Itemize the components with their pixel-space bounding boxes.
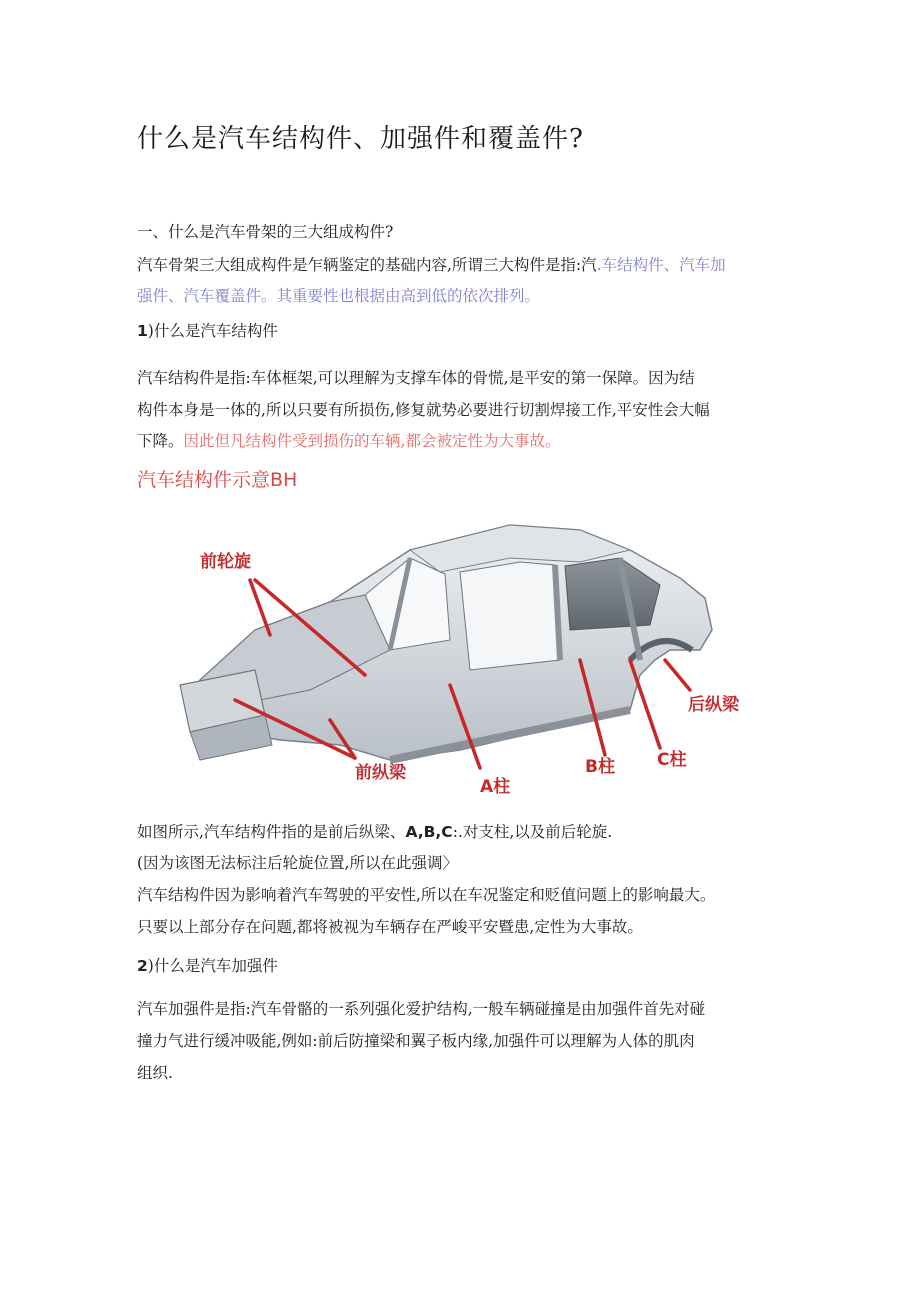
label-front-rail: 前纵梁: [355, 763, 406, 783]
sub2-para1-line2: 撞力气进行缓冲吸能,例如:前后防撞梁和翼子板内缘,加强件可以理解为人体的肌肉: [137, 1032, 695, 1050]
para-highlight: 因此但凡结构件受到损伤的车辆,都会被定性为大事故。: [183, 432, 561, 450]
sub1-para2-line2: (因为该图无法标注后轮旋位置,所以在此强调〉: [137, 854, 458, 872]
sub2-heading-text: )什么是汽车加强件: [147, 957, 278, 975]
para-text: :.对支柱,以及前后轮旋.: [452, 823, 613, 841]
sub2-para1-line1: 汽车加强件是指:汽车骨骼的一系列强化爱护结构,一般车辆碰撞是由加强件首先对碰: [137, 1000, 706, 1018]
label-rear-rail: 后纵梁: [688, 695, 739, 715]
figure-caption: 汽车结构件示意BH: [137, 469, 298, 491]
sub1-para1-line3: [137, 431, 560, 451]
sub2-para1-line3: 组织.: [137, 1064, 173, 1082]
label-c-pillar: C柱: [657, 750, 687, 770]
rear-door-opening: [460, 562, 560, 670]
car-body-illustration: [160, 510, 780, 810]
sub1-number: 1: [137, 322, 148, 340]
intro-text: 汽车骨架三大组成构件是乍辆鉴定的基础内容,所谓三大构件是指:汽: [137, 256, 597, 274]
sub1-para1-line2: 构件本身是一体的,所以只要有所损伤,修复就势必要进行切割焊接工作,平安性会大幅: [137, 401, 710, 419]
intro-highlight: .车结构件、汽车加: [596, 256, 726, 274]
section1-intro-line1: [137, 255, 726, 275]
para-text: 如图所示,汽车结构件指的是前后纵梁、: [137, 823, 406, 841]
sub2-heading: [137, 956, 278, 976]
sub1-heading-text: )什么是汽车结构件: [147, 322, 278, 340]
sub1-para1-line1: 汽车结构件是指:车体框架,可以理解为支撑车体的骨慌,是平安的第一保障。因为结: [137, 369, 695, 387]
para-text: 下降。: [137, 432, 184, 450]
label-b-pillar: B柱: [585, 757, 615, 777]
section1-heading: 一、什么是汽车骨架的三大组成构件?: [137, 223, 394, 241]
pillar-letters: A,B,C: [405, 823, 453, 841]
sub1-para2-line3: 汽车结构件因为影响着汽车驾驶的平安性,所以在车况鉴定和贬值问题上的影响最大。: [137, 886, 716, 904]
sub1-heading: [137, 321, 278, 341]
sub2-number: 2: [137, 957, 148, 975]
sub1-para2-line1: [137, 822, 612, 842]
page-title: 什么是汽车结构件、加强件和覆盖件?: [137, 124, 584, 154]
label-front-wheel-arch: 前轮旋: [200, 552, 251, 572]
sub1-para2-line4: 只要以上部分存在问题,都将被视为车辆存在严峻平安暨患,定性为大事故。: [137, 918, 643, 936]
section1-intro-line2: 强件、汽车覆盖件。其重要性也根据由高到低的依次排列。: [137, 287, 541, 305]
label-a-pillar: A柱: [480, 777, 511, 797]
car-structure-figure: [160, 510, 780, 810]
